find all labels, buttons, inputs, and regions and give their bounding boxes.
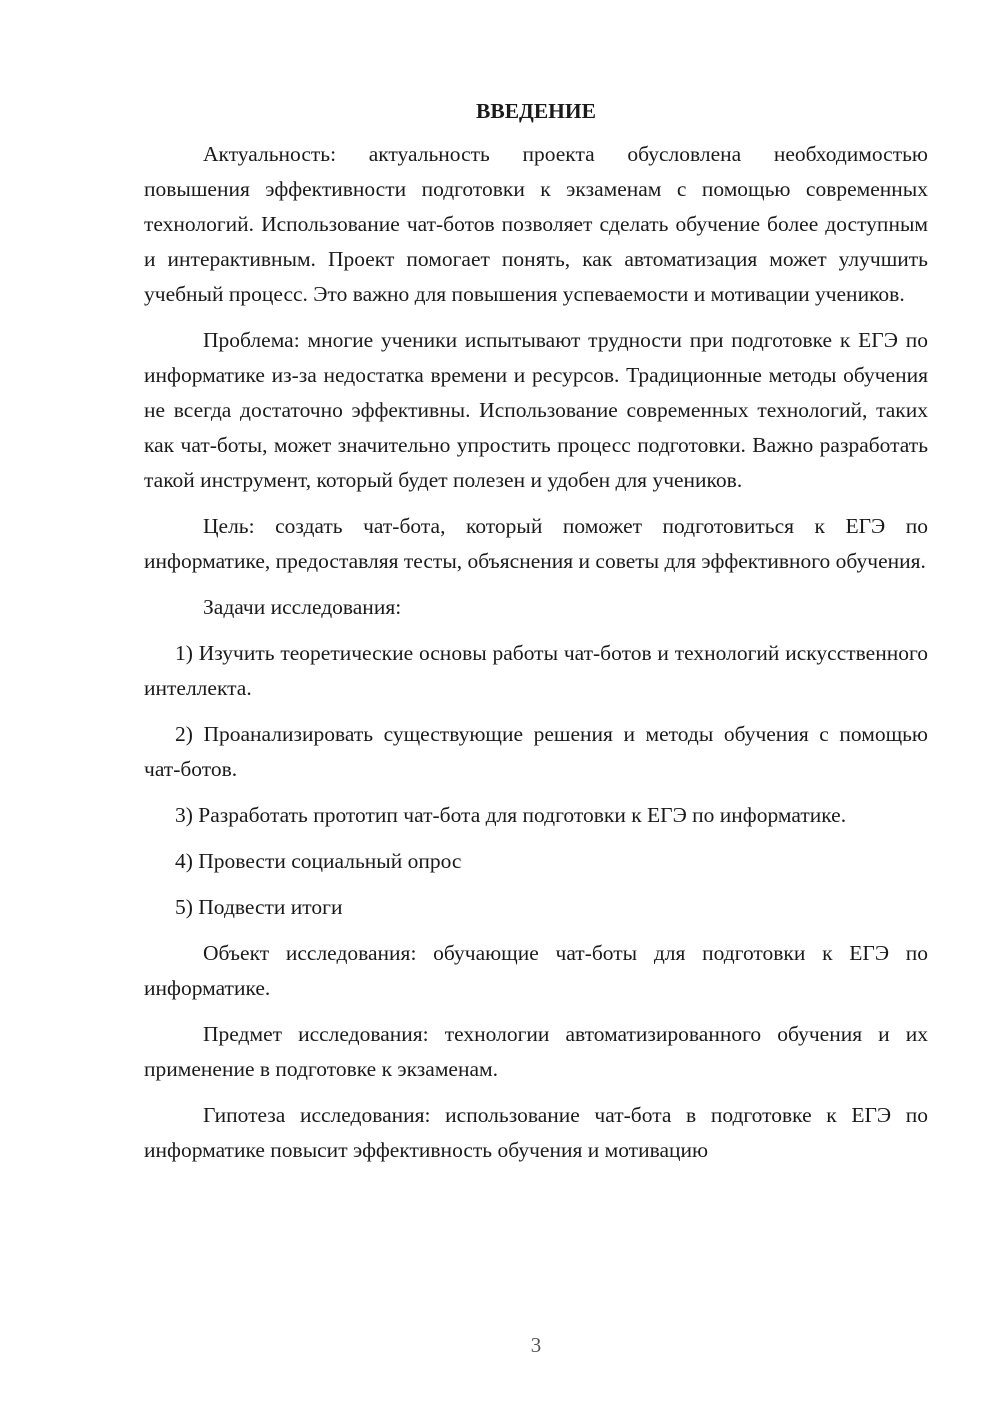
- paragraph-subject: Предмет исследования: технологии автоматизированного обучения и их применение в подготовке к экзаменам.: [144, 1022, 928, 1081]
- task-item-4: 4) Провести социальный опрос: [175, 849, 462, 873]
- paragraph-tasks-heading: Задачи исследования:: [203, 595, 402, 619]
- paragraph-object: Объект исследования: обучающие чат-боты для подготовки к ЕГЭ по информатике.: [144, 941, 928, 1000]
- document-page: [144, 96, 928, 1179]
- task-item-5: 5) Подвести итоги: [175, 895, 343, 919]
- task-item-3: 3) Разработать прототип чат-бота для подготовки к ЕГЭ по информатике.: [175, 803, 847, 827]
- paragraph-problem: Проблема: многие ученики испытывают трудности при подготовке к ЕГЭ по информатике из-за недостатка времени и ресурсов. Традиционные методы обучения не всегда достаточно эффективны. Использование современных технологий, таких как чат-боты, может значительно упростить процесс подготовки. Важно разработать такой инструмент, который будет полезен и удобен для учеников.: [144, 328, 928, 492]
- paragraph-hypothesis: Гипотеза исследования: использование чат-бота в подготовке к ЕГЭ по информатике повысит эффективность обучения и мотивацию: [144, 1103, 928, 1162]
- section-title: ВВЕДЕНИЕ: [476, 99, 596, 123]
- task-item-1: 1) Изучить теоретические основы работы чат-ботов и технологий искусственного интеллекта.: [144, 641, 928, 700]
- page-number: 3: [530, 1333, 542, 1357]
- paragraph-goal: Цель: создать чат-бота, который поможет подготовиться к ЕГЭ по информатике, предоставляя тесты, объяснения и советы для эффективного обучения.: [144, 514, 928, 573]
- task-item-2: 2) Проанализировать существующие решения и методы обучения с помощью чат-ботов.: [144, 722, 928, 781]
- paragraph-relevance: Актуальность: актуальность проекта обусловлена необходимостью повышения эффективности подготовки к экзаменам с помощью современных технологий. Использование чат-ботов позволяет сделать обучение более доступным и интерактивным. Проект помогает понять, как автоматизация может улучшить учебный процесс. Это важно для повышения успеваемости и мотивации учеников.: [144, 142, 928, 306]
